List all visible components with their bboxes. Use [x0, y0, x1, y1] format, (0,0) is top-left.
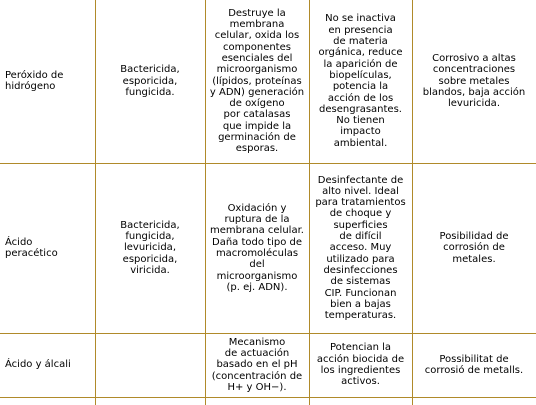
- table-row: [0, 163, 536, 333]
- empty-cell: [205, 397, 309, 405]
- disadvantages-cell: Posibilidad de corrosión de metales.: [412, 163, 536, 333]
- mechanism-cell: Mecanismo de actuación basado en el pH (concentración de H+ y OH−).: [205, 333, 309, 397]
- empty-cell: [95, 397, 205, 405]
- mechanism-cell: Destruye la membrana celular, oxida los componentes esenciales del microorganismo (lípidos, proteínas y ADN) generación de oxígeno por catalasas que impide la germinación de esporas.: [205, 0, 309, 163]
- mechanism-cell: Oxidación y ruptura de la membrana celular. Daña todo tipo de macromoléculas del microorganismo (p. ej. ADN).: [205, 163, 309, 333]
- spectrum-cell: Bactericida, fungicida, levuricida, esporicida, viricida.: [95, 163, 205, 333]
- empty-cell: [309, 397, 412, 405]
- disadvantages-cell: Corrosivo a altas concentraciones sobre metales blandos, baja acción levuricida.: [412, 0, 536, 163]
- table-row: [0, 333, 536, 397]
- agent-cell: Peróxido de hidrógeno: [0, 0, 95, 163]
- advantages-cell: Desinfectante de alto nivel. Ideal para tratamientos de choque y superficies de difícil acceso. Muy utilizado para desinfecciones de sistemas CIP. Funcionan bien a bajas temperaturas.: [309, 163, 412, 333]
- table-row-partial: [0, 397, 536, 405]
- table-row: [0, 0, 536, 163]
- empty-cell: [412, 397, 536, 405]
- spectrum-cell: Bactericida, esporicida, fungicida.: [95, 0, 205, 163]
- agent-cell: Ácido y álcali: [0, 333, 95, 397]
- spectrum-cell: [95, 333, 205, 397]
- disadvantages-cell: Possibilitat de corrosió de metalls.: [412, 333, 536, 397]
- advantages-cell: Potencian la acción biocida de los ingredientes activos.: [309, 333, 412, 397]
- empty-cell: [0, 397, 95, 405]
- agent-cell: Ácido peracético: [0, 163, 95, 333]
- advantages-cell: No se inactiva en presencia de materia orgánica, reduce la aparición de biopelículas, potencia la acción de los desengrasantes. No tienen impacto ambiental.: [309, 0, 412, 163]
